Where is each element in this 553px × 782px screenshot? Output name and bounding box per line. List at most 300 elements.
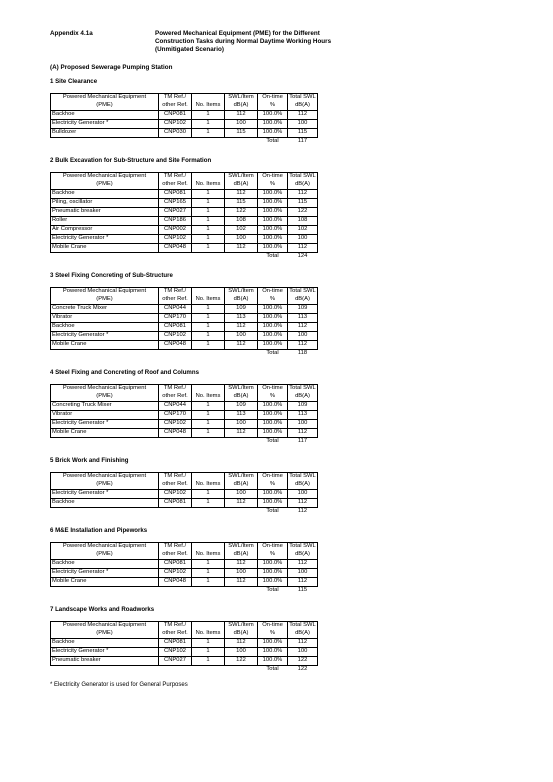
cell-on-time: 100.0% [258, 244, 288, 253]
cell-swl: 113 [225, 411, 258, 420]
cell-total-swl: 100 [288, 120, 318, 129]
cell-swl: 113 [225, 314, 258, 323]
col-header-swl: dB(A) [225, 181, 258, 190]
total-label: Total [266, 253, 279, 260]
col-header-total-swl: dB(A) [288, 296, 318, 305]
cell-total-swl: 100 [288, 420, 318, 429]
section-4 [50, 369, 505, 446]
cell-tm-ref: CNP048 [159, 244, 192, 253]
cell-swl: 109 [225, 402, 258, 411]
cell-total-swl: 112 [288, 578, 318, 587]
cell-swl: 122 [225, 657, 258, 666]
col-header-tm-ref: other Ref. [159, 481, 192, 490]
cell-items: 1 [192, 411, 225, 420]
col-header-tm-ref: other Ref. [159, 551, 192, 560]
cell-tm-ref: CNP044 [159, 305, 192, 314]
table-row [51, 560, 318, 569]
pme-table [50, 172, 318, 261]
col-header-equipment: Powered Mechanical Equipment [51, 173, 159, 182]
table-row [51, 429, 318, 438]
cell-tm-ref: CNP048 [159, 578, 192, 587]
col-header-on-time: On-time [258, 622, 288, 631]
cell-equipment: Backhoe [51, 499, 159, 508]
cell-equipment: Electricity Generator * [51, 420, 159, 429]
empty-cell [192, 666, 225, 675]
cell-total-swl: 108 [288, 217, 318, 226]
cell-items: 1 [192, 111, 225, 120]
cell-items: 1 [192, 190, 225, 199]
col-header-total-swl: Total SWL [289, 543, 316, 550]
cell-swl: 102 [225, 226, 258, 235]
col-header-on-time: % [258, 630, 288, 639]
header-row [51, 481, 318, 490]
col-header-total-swl: dB(A) [288, 630, 318, 639]
cell-equipment: Vibrator [51, 411, 159, 420]
col-header-swl: dB(A) [225, 630, 258, 639]
header-row [51, 94, 318, 103]
cell-equipment: Roller [51, 217, 159, 226]
cell-items: 1 [192, 341, 225, 350]
header-row [51, 622, 318, 631]
total-value: 124 [297, 253, 308, 260]
cell-swl: 108 [225, 217, 258, 226]
table-row [51, 305, 318, 314]
col-header-equipment: Powered Mechanical Equipment [51, 543, 159, 552]
col-header-total-swl: dB(A) [288, 181, 318, 190]
section-6 [50, 527, 505, 595]
cell-tm-ref: CNP044 [159, 402, 192, 411]
col-header-on-time: % [258, 296, 288, 305]
col-header-on-time: % [258, 181, 288, 190]
pme-table [50, 287, 318, 358]
total-row [51, 438, 318, 447]
col-header-on-time: On-time [258, 173, 288, 182]
table-row [51, 499, 318, 508]
col-header-total-swl: dB(A) [288, 551, 318, 560]
total-label: Total [266, 438, 279, 445]
cell-on-time: 100.0% [258, 217, 288, 226]
col-header-tm-ref: TM Ref./ [159, 385, 192, 394]
cell-items: 1 [192, 199, 225, 208]
cell-tm-ref: CNP186 [159, 217, 192, 226]
cell-equipment: Electricity Generator * [51, 648, 159, 657]
col-header-on-time: On-time [258, 385, 288, 394]
col-header-equipment: Powered Mechanical Equipment [51, 385, 159, 394]
section-title: 7 Landscape Works and Roadworks [50, 606, 155, 613]
cell-equipment: Backhoe [51, 560, 159, 569]
table-row [51, 190, 318, 199]
cell-total-swl: 109 [288, 305, 318, 314]
cell-equipment: Vibrator [51, 314, 159, 323]
cell-swl: 115 [225, 129, 258, 138]
cell-tm-ref: CNP081 [159, 560, 192, 569]
cell-tm-ref: CNP102 [159, 235, 192, 244]
cell-items: 1 [192, 314, 225, 323]
col-header-on-time: % [258, 393, 288, 402]
cell-swl: 100 [225, 120, 258, 129]
col-header-on-time: % [258, 102, 288, 111]
total-value: 117 [297, 438, 308, 445]
col-header-tm-ref: other Ref. [159, 296, 192, 305]
cell-equipment: Backhoe [51, 190, 159, 199]
total-row [51, 350, 318, 359]
empty-cell [192, 587, 225, 596]
cell-on-time: 100.0% [258, 657, 288, 666]
cell-on-time: 100.0% [258, 648, 288, 657]
cell-on-time: 100.0% [258, 341, 288, 350]
cell-on-time: 100.0% [258, 402, 288, 411]
col-header-swl: SWL/Item [225, 385, 258, 394]
col-header-on-time: On-time [258, 288, 288, 297]
col-header-swl: dB(A) [225, 551, 258, 560]
table-row [51, 208, 318, 217]
cell-total-swl: 100 [288, 490, 318, 499]
cell-on-time: 100.0% [258, 190, 288, 199]
cell-equipment: Pneumatic breaker [51, 208, 159, 217]
pme-table [50, 93, 318, 146]
table-row [51, 402, 318, 411]
cell-on-time: 100.0% [258, 560, 288, 569]
col-header-items: No. Items [192, 551, 225, 560]
cell-on-time: 100.0% [258, 120, 288, 129]
cell-tm-ref: CNP081 [159, 323, 192, 332]
col-header-equipment: (PME) [51, 296, 159, 305]
cell-total-swl: 112 [288, 341, 318, 350]
col-header-items: No. Items [192, 481, 225, 490]
cell-on-time: 100.0% [258, 235, 288, 244]
cell-items: 1 [192, 332, 225, 341]
table-row [51, 111, 318, 120]
header-row [51, 296, 318, 305]
col-header-swl: dB(A) [225, 481, 258, 490]
empty-cell [159, 587, 192, 596]
empty-cell [159, 438, 192, 447]
cell-items: 1 [192, 226, 225, 235]
cell-swl: 112 [225, 244, 258, 253]
col-header-swl: dB(A) [225, 296, 258, 305]
total-value: 122 [297, 666, 308, 673]
section-title: 1 Site Clearance [50, 78, 98, 85]
col-header-swl: SWL/Item [225, 94, 258, 103]
cell-equipment: Mobile Crane [51, 244, 159, 253]
empty-cell [159, 138, 192, 147]
total-label: Total [266, 666, 279, 673]
cell-tm-ref: CNP002 [159, 226, 192, 235]
table-row [51, 490, 318, 499]
empty-cell [192, 350, 225, 359]
cell-total-swl: 112 [288, 244, 318, 253]
cell-tm-ref: CNP102 [159, 569, 192, 578]
cell-tm-ref: CNP170 [159, 314, 192, 323]
cell-on-time: 100.0% [258, 332, 288, 341]
cell-swl: 100 [225, 420, 258, 429]
col-header-swl: dB(A) [225, 393, 258, 402]
cell-on-time: 100.0% [258, 411, 288, 420]
section-title: 3 Steel Fixing Concreting of Sub-Structure [50, 272, 173, 279]
cell-total-swl: 102 [288, 226, 318, 235]
cell-on-time: 100.0% [258, 490, 288, 499]
col-header-total-swl: Total SWL [289, 173, 316, 180]
empty-cell [225, 350, 258, 359]
total-value: 112 [297, 508, 308, 515]
col-header-total-swl: Total SWL [289, 622, 316, 629]
cell-tm-ref: CNP030 [159, 129, 192, 138]
cell-total-swl: 112 [288, 560, 318, 569]
col-header-equipment: Powered Mechanical Equipment [51, 473, 159, 482]
cell-items: 1 [192, 648, 225, 657]
cell-equipment: Electricity Generator * [51, 332, 159, 341]
section-title: 4 Steel Fixing and Concreting of Roof and Columns [50, 369, 199, 376]
total-row [51, 253, 318, 262]
cell-equipment: Backhoe [51, 323, 159, 332]
pme-table [50, 621, 318, 674]
header-row [51, 102, 318, 111]
col-header-items: No. Items [192, 296, 225, 305]
cell-swl: 112 [225, 323, 258, 332]
cell-tm-ref: CNP027 [159, 657, 192, 666]
cell-swl: 122 [225, 208, 258, 217]
cell-items: 1 [192, 578, 225, 587]
table-row [51, 578, 318, 587]
cell-on-time: 100.0% [258, 226, 288, 235]
cell-swl: 109 [225, 305, 258, 314]
header-row [51, 630, 318, 639]
table-row [51, 217, 318, 226]
cell-swl: 100 [225, 648, 258, 657]
empty-cell [225, 666, 258, 675]
title-line: (Unmitigated Scenario) [155, 45, 224, 53]
table-row [51, 129, 318, 138]
cell-total-swl: 100 [288, 648, 318, 657]
document-page [50, 30, 505, 688]
empty-cell [51, 350, 159, 359]
cell-tm-ref: CNP081 [159, 499, 192, 508]
cell-swl: 100 [225, 332, 258, 341]
cell-total-swl: 112 [288, 639, 318, 648]
header-row [51, 173, 318, 182]
cell-on-time: 100.0% [258, 111, 288, 120]
total-value: 118 [297, 350, 308, 357]
cell-items: 1 [192, 129, 225, 138]
cell-swl: 112 [225, 578, 258, 587]
cell-items: 1 [192, 208, 225, 217]
table-row [51, 657, 318, 666]
table-row [51, 323, 318, 332]
header-row [51, 473, 318, 482]
section-5 [50, 457, 505, 516]
document-title [155, 30, 385, 54]
col-header-items [192, 94, 225, 103]
cell-swl: 112 [225, 499, 258, 508]
col-header-on-time: % [258, 481, 288, 490]
total-label: Total [266, 587, 279, 594]
cell-items: 1 [192, 657, 225, 666]
col-header-total-swl: Total SWL [289, 288, 316, 295]
cell-equipment: Electricity Generator * [51, 490, 159, 499]
cell-equipment: Mobile Crane [51, 341, 159, 350]
empty-cell [159, 253, 192, 262]
col-header-equipment: (PME) [51, 181, 159, 190]
col-header-items [192, 473, 225, 482]
section-7 [50, 606, 505, 674]
empty-cell [225, 508, 258, 517]
total-value: 115 [297, 587, 308, 594]
cell-items: 1 [192, 490, 225, 499]
col-header-tm-ref: other Ref. [159, 630, 192, 639]
header-row [51, 181, 318, 190]
col-header-swl: SWL/Item [225, 543, 258, 552]
cell-on-time: 100.0% [258, 578, 288, 587]
pme-table [50, 542, 318, 595]
cell-equipment: Concreting Truck Mixer [51, 402, 159, 411]
col-header-on-time: On-time [258, 473, 288, 482]
empty-cell [225, 587, 258, 596]
cell-total-swl: 113 [288, 411, 318, 420]
col-header-on-time: On-time [258, 543, 288, 552]
col-header-swl: SWL/Item [225, 173, 258, 182]
cell-tm-ref: CNP102 [159, 420, 192, 429]
cell-tm-ref: CNP048 [159, 429, 192, 438]
header-row [51, 543, 318, 552]
empty-cell [51, 438, 159, 447]
col-header-items [192, 385, 225, 394]
empty-cell [51, 138, 159, 147]
cell-items: 1 [192, 244, 225, 253]
col-header-swl: SWL/Item [225, 473, 258, 482]
empty-cell [225, 138, 258, 147]
cell-equipment: Concrete Truck Mixer [51, 305, 159, 314]
col-header-tm-ref: TM Ref./ [159, 173, 192, 182]
cell-equipment: Piling, oscillator [51, 199, 159, 208]
cell-tm-ref: CNP048 [159, 341, 192, 350]
header-row [51, 385, 318, 394]
total-row [51, 508, 318, 517]
cell-total-swl: 122 [288, 657, 318, 666]
section-title: 2 Bulk Excavation for Sub-Structure and Site Formation [50, 157, 212, 164]
cell-swl: 100 [225, 490, 258, 499]
empty-cell [159, 350, 192, 359]
col-header-total-swl: dB(A) [288, 393, 318, 402]
empty-cell [192, 253, 225, 262]
cell-items: 1 [192, 420, 225, 429]
col-header-tm-ref: TM Ref./ [159, 622, 192, 631]
table-row [51, 235, 318, 244]
col-header-items [192, 622, 225, 631]
total-label: Total [266, 350, 279, 357]
empty-cell [159, 666, 192, 675]
col-header-items [192, 543, 225, 552]
cell-total-swl: 112 [288, 190, 318, 199]
cell-tm-ref: CNP102 [159, 490, 192, 499]
empty-cell [192, 438, 225, 447]
cell-on-time: 100.0% [258, 429, 288, 438]
cell-swl: 112 [225, 639, 258, 648]
col-header-swl: dB(A) [225, 102, 258, 111]
pme-table [50, 472, 318, 516]
total-row [51, 587, 318, 596]
cell-equipment: Bulldozer [51, 129, 159, 138]
col-header-tm-ref: other Ref. [159, 393, 192, 402]
pme-table [50, 384, 318, 446]
cell-tm-ref: CNP102 [159, 120, 192, 129]
empty-cell [192, 508, 225, 517]
col-header-on-time: % [258, 551, 288, 560]
col-header-tm-ref: TM Ref./ [159, 94, 192, 103]
cell-total-swl: 100 [288, 235, 318, 244]
col-header-swl: SWL/Item [225, 288, 258, 297]
cell-equipment: Mobile Crane [51, 578, 159, 587]
section-title: 5 Brick Work and Finishing [50, 457, 129, 464]
cell-on-time: 100.0% [258, 208, 288, 217]
empty-cell [51, 508, 159, 517]
cell-items: 1 [192, 499, 225, 508]
total-label: Total [266, 508, 279, 515]
table-row [51, 420, 318, 429]
part-title: (A) Proposed Sewerage Pumping Station [50, 64, 173, 71]
cell-total-swl: 112 [288, 499, 318, 508]
cell-equipment: Electricity Generator * [51, 235, 159, 244]
cell-items: 1 [192, 305, 225, 314]
cell-tm-ref: CNP102 [159, 648, 192, 657]
table-row [51, 639, 318, 648]
cell-tm-ref: CNP081 [159, 190, 192, 199]
col-header-equipment: (PME) [51, 630, 159, 639]
cell-tm-ref: CNP081 [159, 639, 192, 648]
cell-tm-ref: CNP102 [159, 332, 192, 341]
col-header-total-swl: dB(A) [288, 102, 318, 111]
cell-equipment: Electricity Generator * [51, 569, 159, 578]
table-row [51, 341, 318, 350]
col-header-total-swl: Total SWL [289, 473, 316, 480]
cell-swl: 112 [225, 341, 258, 350]
cell-on-time: 100.0% [258, 323, 288, 332]
cell-items: 1 [192, 402, 225, 411]
title-line: Powered Mechanical Equipment (PME) for the Different [155, 30, 320, 37]
cell-total-swl: 113 [288, 314, 318, 323]
table-row [51, 199, 318, 208]
table-row [51, 332, 318, 341]
header-row [51, 551, 318, 560]
cell-items: 1 [192, 560, 225, 569]
cell-total-swl: 109 [288, 402, 318, 411]
cell-equipment: Mobile Crane [51, 429, 159, 438]
cell-on-time: 100.0% [258, 499, 288, 508]
table-row [51, 120, 318, 129]
cell-equipment: Air Compressor [51, 226, 159, 235]
total-label: Total [266, 138, 279, 145]
empty-cell [159, 508, 192, 517]
col-header-swl: SWL/Item [225, 622, 258, 631]
total-row [51, 666, 318, 675]
section-3 [50, 272, 505, 358]
col-header-items: No. Items [192, 393, 225, 402]
col-header-equipment: (PME) [51, 551, 159, 560]
title-line: Construction Tasks during Normal Daytime Working Hours [155, 37, 332, 45]
cell-on-time: 100.0% [258, 129, 288, 138]
cell-swl: 112 [225, 560, 258, 569]
empty-cell [192, 138, 225, 147]
col-header-equipment: Powered Mechanical Equipment [51, 288, 159, 297]
col-header-items: No. Items [192, 102, 225, 111]
col-header-items [192, 173, 225, 182]
total-value: 117 [297, 138, 308, 145]
footnote: * Electricity Generator is used for General Purposes [50, 682, 188, 688]
empty-cell [51, 253, 159, 262]
table-row [51, 226, 318, 235]
cell-items: 1 [192, 217, 225, 226]
appendix-label: Appendix 4.1a [50, 30, 93, 37]
cell-tm-ref: CNP165 [159, 199, 192, 208]
